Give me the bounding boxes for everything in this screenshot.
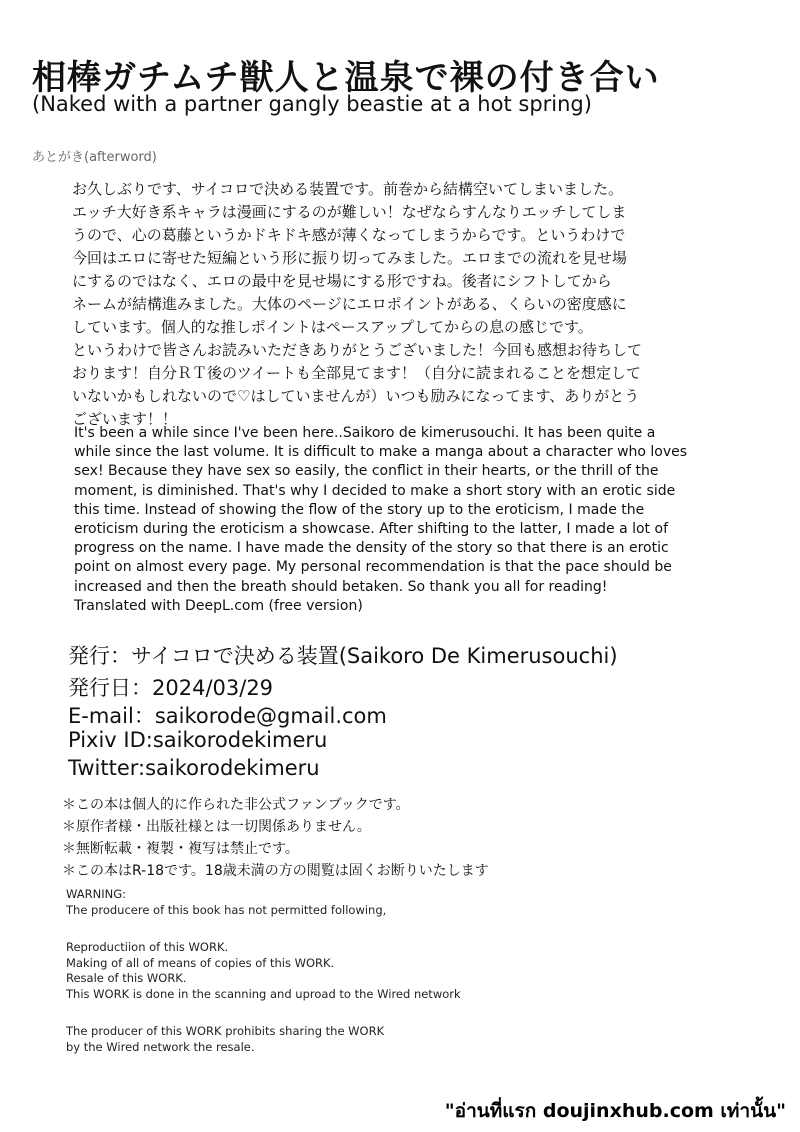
en-line: while since the last volume. It is difficult to make a manga about a character who loves — [74, 444, 688, 461]
warning-intro: The producere of this book has not permitted following, — [66, 902, 387, 917]
jp-line: おります！自分ＲＴ後のツイートも全部見てます！（自分に読まれることを想定して — [72, 364, 641, 382]
afterword-english-text — [74, 424, 764, 616]
note-line: ＊原作者様・出版社様とは一切関係ありません。 — [62, 819, 371, 835]
warning-item: Reproductiion of this WORK. — [66, 940, 229, 954]
jp-line: うので、心の葛藤というかドキドキ感が薄くなってしまうからです。というわけで — [72, 226, 626, 244]
afterword-japanese-text — [72, 178, 772, 431]
en-line: progress on the name. I have made the density of the story so that there is an erotic — [74, 540, 669, 557]
publish-date: 発行日：2024/03/29 — [68, 676, 274, 700]
jp-line: というわけで皆さんお読みいただきありがとうございました！今回も感想お待ちして — [72, 341, 643, 359]
jp-line: ございます！！ — [72, 410, 178, 428]
en-line: It's been a while since I've been here..Saikoro de kimerusouchi. It has been quite a — [74, 425, 656, 441]
warning-footer-line: by the Wired network the resale. — [66, 1039, 255, 1054]
jp-line: いないかもしれないので♡はしていませんが）いつも励みになってます、ありがとう — [72, 387, 640, 405]
pixiv-id: Pixiv ID:saikorodekimeru — [68, 728, 328, 752]
en-line: sex! Because they have sex so easily, the conflict in their hearts, or the thrill of the — [74, 463, 659, 480]
jp-line: にするのではなく、エロの最中を見せ場にする形ですね。後者にシフトしてから — [72, 272, 612, 290]
warning-item: This WORK is done in the scanning and uproad to the Wired network — [66, 986, 461, 1001]
page-title-japanese: 相棒ガチムチ獣人と温泉で裸の付き合い — [32, 58, 660, 98]
jp-line: エッチ大好き系キャラは漫画にするのが難しい！なぜならすんなりエッチしてしま — [72, 203, 627, 221]
en-line: increased and then the breath should betaken. So thank you all for reading! — [74, 578, 608, 595]
watermark-text: "อ่านที่แรก doujinxhub.com เท่านั้น" — [444, 1100, 786, 1122]
warning-item: Making of all of means of copies of this WORK. — [66, 955, 335, 970]
page-title-english: (Naked with a partner gangly beastie at a hot spring) — [32, 92, 592, 116]
en-line: Translated with DeepL.com (free version) — [74, 597, 363, 614]
jp-line: しています。個人的な推しポイントはペースアップしてからの息の感じです。 — [72, 318, 593, 336]
warning-footer — [66, 1024, 384, 1055]
legal-notes — [62, 794, 489, 882]
warning-heading: WARNING: — [66, 887, 126, 901]
warning-footer-line: The producer of this WORK prohibits sharing the WORK — [66, 1024, 385, 1038]
en-line: eroticism during the eroticism a showcase. After shifting to the latter, I made a lot of — [74, 521, 668, 538]
en-line: moment, is diminished. That's why I decided to make a short story with an erotic side — [74, 482, 676, 499]
warning-items — [66, 940, 461, 1002]
note-line: ＊この本はR-18です。18歳未満の方の閲覧は固くお断りいたします — [62, 863, 489, 879]
warning-block — [66, 887, 386, 918]
jp-line: ネームが結構進みました。大体のページにエロポイントがある、くらいの密度感に — [72, 295, 627, 313]
warning-item: Resale of this WORK. — [66, 971, 187, 985]
note-line: ＊この本は個人的に作られた非公式ファンブックです。 — [62, 797, 410, 813]
en-line: point on almost every page. My personal recommendation is that the pace should be — [74, 559, 672, 576]
jp-line: お久しぶりです、サイコロで決める装置です。前巻から結構空いてしまいました。 — [72, 180, 623, 198]
jp-line: 今回はエロに寄せた短編という形に振り切ってみました。エロまでの流れを見せ場 — [72, 249, 628, 267]
twitter-handle: Twitter:saikorodekimeru — [68, 756, 320, 780]
afterword-label: あとがき(afterword) — [32, 150, 157, 165]
en-line: this time. Instead of showing the flow of the story up to the eroticism, I made the — [74, 501, 645, 518]
note-line: ＊無断転載・複製・複写は禁止です。 — [62, 841, 299, 857]
email-contact: E-mail：saikorode@gmail.com — [68, 704, 387, 728]
publisher-info: 発行：サイコロで決める装置(Saikoro De Kimerusouchi) — [68, 644, 618, 668]
